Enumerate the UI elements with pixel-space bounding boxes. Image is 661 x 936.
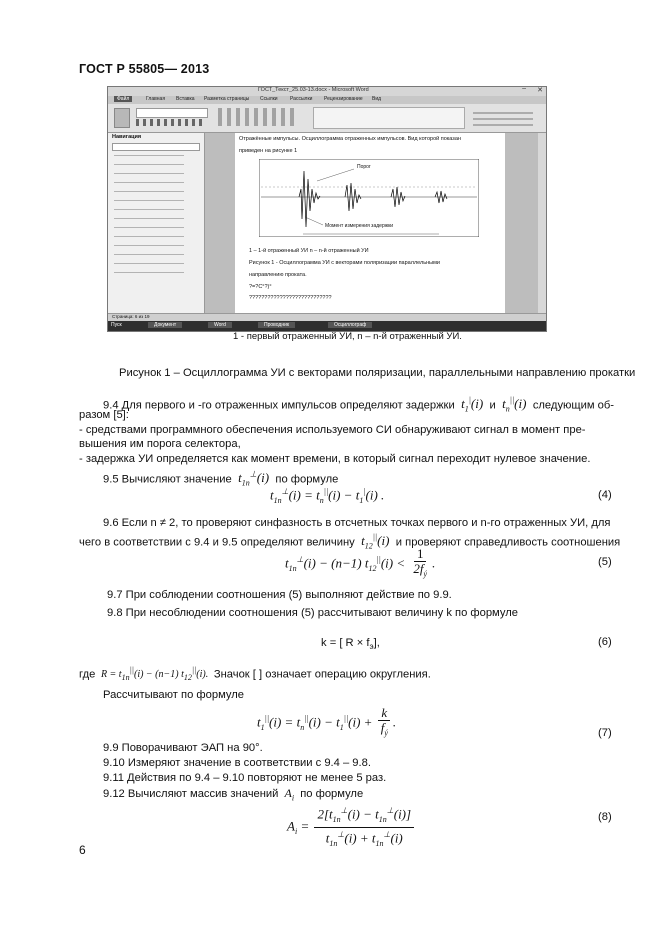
p94-and: и (489, 399, 496, 412)
ribbon-toolbar (108, 104, 546, 133)
equation-4: $t_{1n}^\perp(i) = t_n^{||}(i) - t_1^|(i)$ . (270, 487, 385, 505)
word-screenshot-figure (107, 86, 547, 332)
format-group (136, 119, 206, 126)
p96-tail: и проверяют справедливость соотношения (395, 536, 621, 549)
minimize-icon[interactable]: – (522, 86, 526, 92)
where-line (79, 663, 431, 685)
taskbar-start[interactable]: Пуск (111, 322, 122, 328)
eq6-number: (6) (598, 636, 612, 648)
where-lead: где (79, 668, 96, 681)
p910: 9.10 Измеряют значение в соответствии с 9.4 – 9.8. (103, 757, 371, 769)
nav-heading-list (114, 155, 184, 275)
eq7-number: (7) (598, 727, 612, 739)
where-tail: Значок [ ] означает операцию округления. (213, 668, 431, 681)
figure-caption: Рисунок 1 – Осциллограмма УИ с векторами поляризации, параллельными направлению прокатки (119, 367, 636, 379)
p912-symbol: $A_i$ (284, 786, 295, 803)
equation-5: $t_{1n}^\perp(i) - (n-1) t_{12}^{||}(i)$ < $\frac{1}{2f_ý}$ . (285, 547, 435, 582)
close-icon[interactable]: ✕ (537, 87, 543, 94)
styles-gallery[interactable] (313, 107, 465, 129)
vertical-scrollbar[interactable] (538, 133, 546, 313)
doc-line-1: Отражённые импульсы. Осциллограмма отраженных импульсов. Вид которой показан (239, 136, 461, 142)
paste-icon[interactable] (114, 108, 130, 128)
eq6-end: ], (373, 637, 380, 649)
inner-caption-1: Рисунок 1 - Осциллограмма УИ с векторами поляризации параллельными (249, 260, 440, 266)
p94-line4: вышения им порога селектора, (79, 438, 241, 450)
document-page (235, 133, 505, 313)
tn-parallel-i: $t_n^{||}(i)$ (498, 396, 530, 414)
eq6-sub: э (369, 642, 374, 652)
eq8-fraction: $\frac{2[t_{1n}^\perp(i) - t_{1n}^\perp(i)]}{t_{1n}^\perp(i) + t_{1n}^\perp(i)}$ (314, 804, 414, 851)
p96-lead: чего в соответствии с 9.4 и 9.5 определяют величину (79, 536, 355, 549)
eq6-body: k = [ R × f (321, 637, 370, 649)
equation-6 (321, 636, 380, 654)
p97: 9.7 При соблюдении соотношения (5) выполняют действие по 9.9. (107, 589, 452, 601)
t1n-perp-i: $t_{1n}^\perp(i)$ (234, 470, 273, 488)
window-title: ГОСТ_Текст_25.03-13.docx - Microsoft Word (258, 87, 369, 93)
inner-q1: ?=?С°?)° (249, 284, 272, 290)
p912 (103, 786, 363, 805)
tab-layout[interactable]: Разметка страницы (204, 96, 250, 102)
page-number: 6 (79, 843, 86, 857)
doc-line-2: приведен на рисунке 1 (239, 148, 298, 154)
taskbar-item-explorer[interactable]: Проводник (258, 322, 295, 328)
tab-view[interactable]: Вид (372, 96, 382, 102)
ribbon-tabs (108, 96, 546, 104)
tab-file[interactable]: Файл (114, 96, 132, 102)
tab-insert[interactable]: Вставка (176, 96, 195, 102)
paragraph-group (218, 108, 298, 126)
p95-lead: 9.5 Вычисляют значение (103, 473, 232, 486)
eq4-number: (4) (598, 489, 612, 501)
p99: 9.9 Поворачивают ЭАП на 90°. (103, 742, 263, 754)
navigation-pane (108, 133, 205, 313)
p911: 9.11 Действия по 9.4 – 9.10 повторяют не менее 5 раз. (103, 772, 387, 784)
p912-lead: 9.12 Вычисляют массив значений (103, 788, 279, 800)
taskbar-item-word[interactable]: Word (208, 322, 232, 328)
tab-review[interactable]: Рецензирование (324, 96, 363, 102)
eq5-number: (5) (598, 556, 612, 568)
document-canvas (205, 133, 546, 313)
p94-line1 (103, 393, 614, 417)
inner-q2: ??????????????????????????? (249, 295, 332, 301)
equation-8: $A_i$ = $\frac{2[t_{1n}^\perp(i) - t_{1n}^\perp(i)]}{t_{1n}^\perp(i) + t_{1n}^\perp(i)}$ (287, 804, 416, 851)
p95-tail: по формуле (275, 473, 339, 486)
tab-home[interactable]: Главная (146, 96, 166, 102)
tab-references[interactable]: Ссылки (260, 96, 278, 102)
p96-line1: 9.6 Если n ≠ 2, то проверяют синфазность в отсчетных точках первого и n-го отраженных УИ, для (103, 517, 611, 529)
taskbar-item-scope[interactable]: Осциллограф (328, 322, 372, 328)
equation-7: $t_1^{||}(i) = t_n^{||}(i) - t_1^{||}(i)$ + $\frac{k}{f_ý}$ . (257, 706, 396, 741)
label-threshold: Порог (357, 164, 371, 170)
eq5-fraction: $\frac{1}{2f_ý}$ (413, 546, 428, 579)
t1-parallel-i: $t_1^|(i)$ (457, 396, 487, 414)
p94-lead: 9.4 Для первого и -го отраженных импульсов определяют задержки (103, 399, 455, 412)
p98: 9.8 При несоблюдении соотношения (5) рассчитывают величину k по формуле (107, 607, 518, 619)
inner-legend: 1 – 1-й отраженный УИ n – n-й отраженный УИ (249, 248, 369, 254)
calc-line: Рассчитывают по формуле (103, 689, 244, 701)
p94-line2: разом [5]: (79, 409, 129, 421)
eq8-number: (8) (598, 811, 612, 823)
nav-search-box[interactable] (112, 143, 200, 151)
p94-line3: - средствами программного обеспечения используемого СИ обнаруживают сигнал в момент пре- (79, 424, 586, 436)
figure-legend: 1 - первый отраженный УИ, n – n-й отраженный УИ. (233, 331, 462, 342)
nav-pane-title: Навигация (112, 134, 142, 140)
editing-group (473, 108, 533, 126)
status-bar (108, 313, 546, 321)
document-header: ГОСТ Р 55805— 2013 (79, 62, 210, 76)
p94-tail: следующим об- (532, 399, 615, 412)
inner-caption-2: направлению проката. (249, 272, 307, 278)
taskbar-item-doc[interactable]: Документ (148, 322, 182, 328)
p912-tail: по формуле (300, 788, 364, 800)
status-text: Страница: 6 из 19 (112, 314, 150, 319)
where-formula: $R = t_{1n}^{||}(i) - (n-1)$ $t_{12}^{||}(i)$. (98, 666, 211, 683)
taskbar (108, 321, 546, 331)
p94-line5: - задержка УИ определяется как момент времени, в который сигнал переходит нулевое значение. (79, 453, 591, 465)
t12-parallel-i: $t_{12}^{||}(i)$ (357, 533, 393, 551)
tab-mailings[interactable]: Рассылки (290, 96, 313, 102)
label-moment: Момент измерения задержки (325, 223, 394, 229)
eq7-fraction: $\frac{k}{f_ý}$ (378, 706, 391, 741)
font-group (136, 108, 208, 118)
